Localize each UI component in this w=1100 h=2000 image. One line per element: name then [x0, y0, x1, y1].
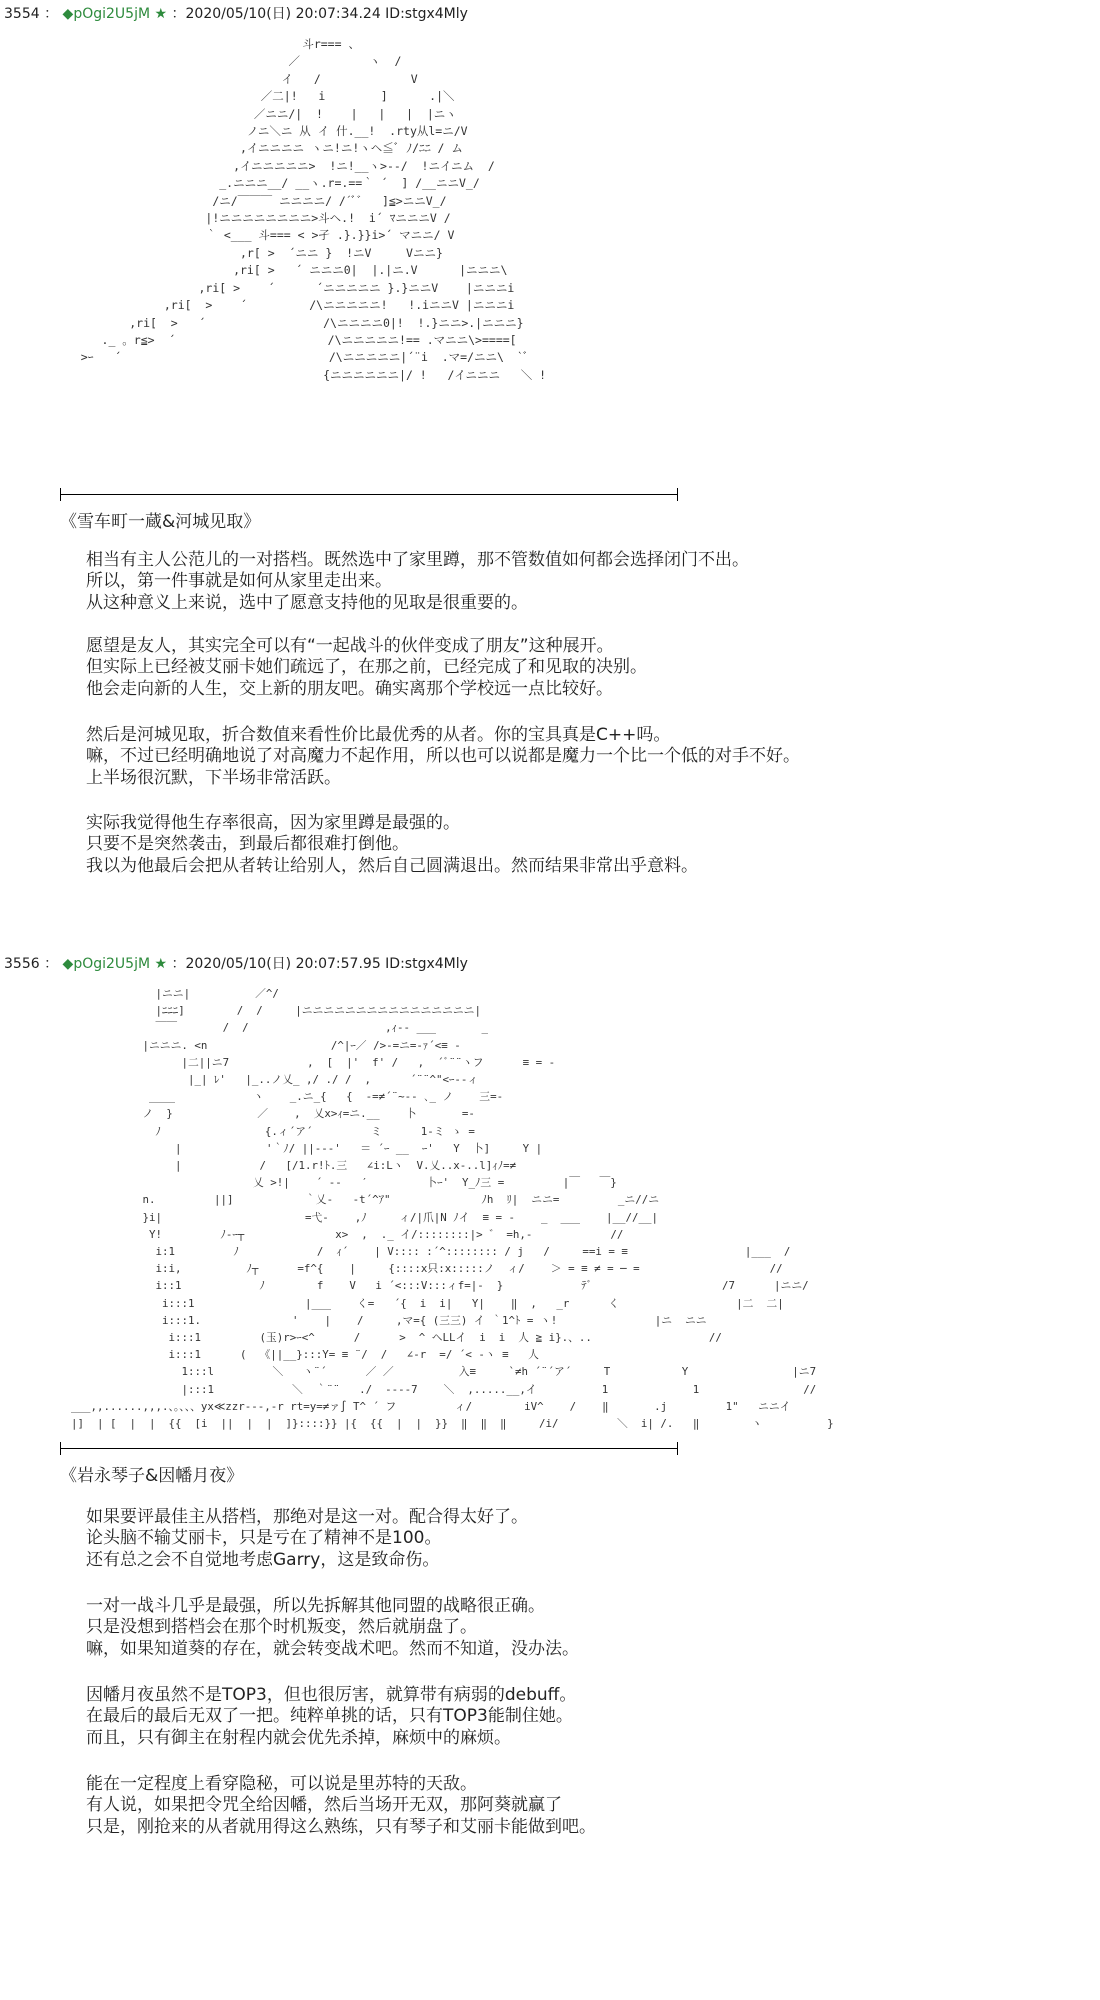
- aa-line: 1:::l ＼ ヽ¨´ ／ ／ 入≡ `≠h ´¨´ア´ T Y |ニ7: [58, 1365, 817, 1379]
- aa-line: ___,,......,,,.、。、、、yx≪zzr---,-r rt=y=≠ァ∫ T^ ´ フ ィ/ iV^ / ‖ .j 1" ニニイ: [58, 1399, 791, 1413]
- aa-line: 乂 >!| ´ ‐‐ ′ 卜ｰ' Y_ﾉ三 = |￣ ￣}: [58, 1176, 617, 1190]
- text-line: 但实际上已经被艾丽卡她们疏远了，在那之前，已经完成了和见取的决别。: [86, 657, 647, 678]
- text-line: 愿望是友人，其实完全可以有“一起战斗的伙伴变成了朋友”这种展开。: [86, 636, 614, 656]
- aa-line: ._ 。r≦> ´ /\ニニニニニ!== .マニニ\>====[: [60, 332, 517, 347]
- poster-trip[interactable]: pOgi2U5jM: [73, 6, 151, 22]
- divider-line: [60, 494, 678, 495]
- text-line: 因幡月夜虽然不是TOP3，但也很厉害，就算带有病弱的debuff。: [86, 1685, 577, 1705]
- aa-line: {ニニニニニニ|/ ! /イニニニ ＼ !: [60, 367, 547, 382]
- separator: ：: [44, 956, 59, 972]
- aa-line: ￣￣ / / ,ｨ-- ___ _: [58, 1021, 489, 1035]
- text-line: 他会走向新的人生，交上新的朋友吧。确实离那个学校远一点比较好。: [86, 678, 613, 699]
- text-line: 而且，只有御主在射程内就会优先杀掉，麻烦中的麻烦。: [86, 1727, 511, 1748]
- text-line: 嘛，不过已经明确地说了对高魔力不起作用，所以也可以说都是魔力一个比一个低的对手不好。: [86, 746, 800, 767]
- separator: ：: [44, 6, 59, 22]
- paragraph: [86, 1507, 528, 1571]
- post-date-id: ：2020/05/10(日) 20:07:57.95 ID:stgx4Mly: [171, 956, 468, 972]
- text-line: 所以，第一件事就是如何从家里走出来。: [86, 571, 392, 592]
- text-line: 上半场很沉默，下半场非常活跃。: [86, 767, 341, 788]
- aa-line: |ニニ| ／^/: [58, 987, 279, 1000]
- aa-line: /ニ/￣￣￣ ニニニニ/ /´ﾞ゛ ]≦>ニニV_/: [60, 193, 447, 208]
- post-date-id: ：2020/05/10(日) 20:07:34.24 ID:stgx4Mly: [171, 6, 468, 22]
- paragraph: [86, 1685, 576, 1749]
- ascii-art: [60, 36, 546, 384]
- text-line: 相当有主人公范儿的一对搭档。既然选中了家里蹲，那不管数值如何都会选择闭门不出。: [86, 550, 749, 570]
- aa-line: |_| ﾚ' |_..ノ乂_ ,/ ./ / , ´¨¨^"<ｰ--ィ: [58, 1073, 479, 1087]
- aa-line: ,イニニニニニ> !ニ!__ヽ>--/ !ニイニム /: [60, 158, 495, 173]
- pair-caption: 《雪车町一蔵&河城见取》: [60, 512, 261, 532]
- aa-line: |] | [ | | {{ [i || | | ]}::::}} |{ {{ | | }} ‖ ‖ ‖ /i/ ＼ i| /. ‖ ヽ }: [58, 1417, 834, 1431]
- paragraph: [86, 1774, 596, 1838]
- paragraph: [86, 813, 698, 877]
- divider-tick-right: [677, 1442, 678, 1455]
- divider-line: [60, 1448, 678, 1449]
- aa-line: ノニ＼ニ 从 イ 什.__! .rty从l=ニ/V: [60, 124, 468, 139]
- text-line: 一对一战斗几乎是最强，所以先拆解其他同盟的战略很正确。: [86, 1596, 545, 1616]
- post-header: [4, 3, 468, 23]
- star-icon: ★: [154, 956, 168, 972]
- aa-line: |!ニニニニニニニニ>斗ヘ.! i´ ﾏニニニV /: [60, 211, 451, 226]
- aa-line: | '｀ﾉ/ ||---' ＝ ´ｰ __ ｰ' Y 卜] Y |: [58, 1141, 543, 1155]
- aa-line: ,ri[ > ´ ´ニニニニニ }.}ニニV |ニニニi: [60, 280, 515, 295]
- aa-line: |ﾆﾆﾆ] / / |ニニニニニニニニニニニニニニニニ|: [58, 1004, 481, 1018]
- post-number: 3556: [4, 956, 40, 972]
- aa-line: n. ||] ｀乂- -t´^ｱ" ﾉh ﾘ| ニニ= _ニ//ニ: [58, 1193, 659, 1207]
- aa-line: i:1 ﾉ / ｨ´ | V:::: :´^:::::::: / j / ==i = ≡ |___ /: [58, 1245, 791, 1259]
- aa-line: i:::1 |___ く= ´{ i i| Y| ‖ , _r く |二 二|: [58, 1296, 784, 1310]
- text-line: 能在一定程度上看穿隐秘，可以说是里苏特的天敌。: [86, 1774, 477, 1794]
- text-line: 只要不是突然袭击，到最后都很难打倒他。: [86, 834, 409, 855]
- aa-line: |:::1 ＼ ｀¨¨ ./ ----7 ＼ ,.....__,イ 1 1 //: [58, 1382, 817, 1396]
- text-line: 只是，刚抢来的从者就用得这么熟练，只有琴子和艾丽卡能做到吧。: [86, 1816, 596, 1837]
- paragraph: [86, 636, 647, 700]
- aa-line: i:::1. ' | / ,マ={ (三三) イ ｀1^ﾄ = ヽ! |ニ ニニ: [58, 1313, 707, 1327]
- text-line: 还有总之会不自觉地考虑Garry，这是致命伤。: [86, 1549, 440, 1570]
- text-line: 在最后的最后无双了一把。纯粹单挑的话，只有TOP3能制住她。: [86, 1706, 573, 1727]
- aa-line: ____ ヽ _.ニ_{ { -=≠´¨~-- ､_ ノ 三=-: [58, 1090, 504, 1104]
- aa-line: i:i, ﾉ┬ =f^{ | {::::x只:x:::::ノ ィ/ ＞ = ≡ ≠ = ─ = //: [58, 1262, 783, 1276]
- aa-line: |二||ニ7 , [ |' f' / , ´ﾞ¨¨ヽフ ≡ = -: [58, 1055, 556, 1069]
- text-line: 然后是河城见取，折合数值来看性价比最优秀的从者。你的宝具真是C++吗。: [86, 725, 671, 745]
- aa-line: ノ } ／ , 乂x>ｨ=ニ.__ 卜 =-: [58, 1107, 475, 1121]
- aa-line: | / [/1.r!ﾄ.三 ∠i:Lヽ V.乂..x-..l]ｨﾉ=≠: [58, 1159, 517, 1173]
- text-line: 如果要评最佳主从搭档，那绝对是这一对。配合得太好了。: [86, 1507, 528, 1527]
- aa-line: ,ri[ > ´ ニニニ0| |.|ニ.V |ニニニ\: [60, 263, 508, 278]
- aa-line: i::1 ﾉ f V i ´<:::V:::ィf=|- } ﾃﾞ /7 |ニニ/: [58, 1279, 809, 1293]
- divider-tick-right: [677, 488, 678, 501]
- aa-line: |ニニニ. <n /^|ｰ／ />-=ニ=-ｧ´<≡ -: [58, 1038, 461, 1052]
- paragraph: [86, 725, 800, 789]
- aa-line: ｀ <___ 斗=== < >孑 .}.}}i>´ マニニ/ V: [60, 228, 455, 243]
- star-icon: ★: [154, 6, 168, 22]
- text-line: 有人说，如果把令咒全给因幡，然后当场开无双，那阿葵就赢了: [86, 1795, 562, 1816]
- aa-line: ,イニニニニ ヽニ!ニ!ヽヘ≦ﾞ ﾉ/ﾆﾆ / ム: [60, 141, 463, 156]
- paragraph: [86, 550, 749, 614]
- diamond-icon: ◆: [62, 956, 74, 972]
- aa-line: イ / V: [60, 71, 418, 86]
- aa-line: i:::1 ( 《||__}:::Y= ≡ ¨/ / ∠-r =/ ´< -ヽ ≡ 人: [58, 1348, 539, 1362]
- paragraph: [86, 1596, 579, 1660]
- aa-line: ／ ヽ /: [60, 54, 402, 69]
- text-line: 嘛，如果知道葵的存在，就会转变战术吧。然而不知道，没办法。: [86, 1638, 579, 1659]
- diamond-icon: ◆: [62, 6, 74, 22]
- pair-caption: 《岩永琴子&因幡月夜》: [60, 1466, 244, 1486]
- aa-line: ,r[ > ´ニニ } !ニV Vニニ}: [60, 245, 443, 260]
- ascii-art: [58, 985, 834, 1432]
- aa-line: ／ニニ/| ! | | | |ニヽ: [60, 106, 457, 121]
- text-line: 实际我觉得他生存率很高，因为家里蹲是最强的。: [86, 813, 460, 833]
- aa-line: ／二|! i ] .|＼: [60, 89, 455, 104]
- aa-line: ,ri[ > ´ /\ニニニニ0|! !.}ニニ>.|ニニニ}: [60, 315, 524, 330]
- text-line: 论头脑不输艾丽卡，只是亏在了精神不是100。: [86, 1528, 442, 1549]
- divider-tick-left: [60, 488, 61, 501]
- divider-tick-left: [60, 1442, 61, 1455]
- aa-line: ,ri[ > ´ /\ニニニニニ! !.iニニV |ニニニi: [60, 298, 515, 313]
- aa-line: _.ニニニ__/ __ヽ.r=.==｀ ´ ] /__ニニV_/: [60, 176, 480, 191]
- text-line: 从这种意义上来说，选中了愿意支持他的见取是很重要的。: [86, 592, 528, 613]
- post-header: [4, 953, 468, 973]
- aa-line: }i| =弋- ,ﾉ ィ/|爪|N ﾉイ ≡ = - _ ___ |__//__|: [58, 1210, 659, 1224]
- aa-line: >ｰ ´ /\ニニニニニ|´¨i .マ=/ニニ\ `ﾞ: [60, 350, 529, 365]
- aa-line: ﾉ {.ィ´ア´ ミ 1-ミ ゝ =: [58, 1124, 475, 1138]
- post-number: 3554: [4, 6, 40, 22]
- aa-line: Y! ﾉ-ｰ┬ x> , ._ イ/::::::::|> ゛ =h,- //: [58, 1227, 624, 1241]
- text-line: 只是没想到搭档会在那个时机叛变，然后就崩盘了。: [86, 1617, 477, 1638]
- text-line: 我以为他最后会把从者转让给别人，然后自己圆满退出。然而结果非常出乎意料。: [86, 855, 698, 876]
- aa-line: 斗r=== 、: [60, 37, 360, 51]
- aa-line: i:::1 (玉)r>ｰ<^ / > ^ ヘLLイ i i 人 ≧ i}.、.. //: [58, 1331, 722, 1345]
- poster-trip[interactable]: pOgi2U5jM: [73, 956, 151, 972]
